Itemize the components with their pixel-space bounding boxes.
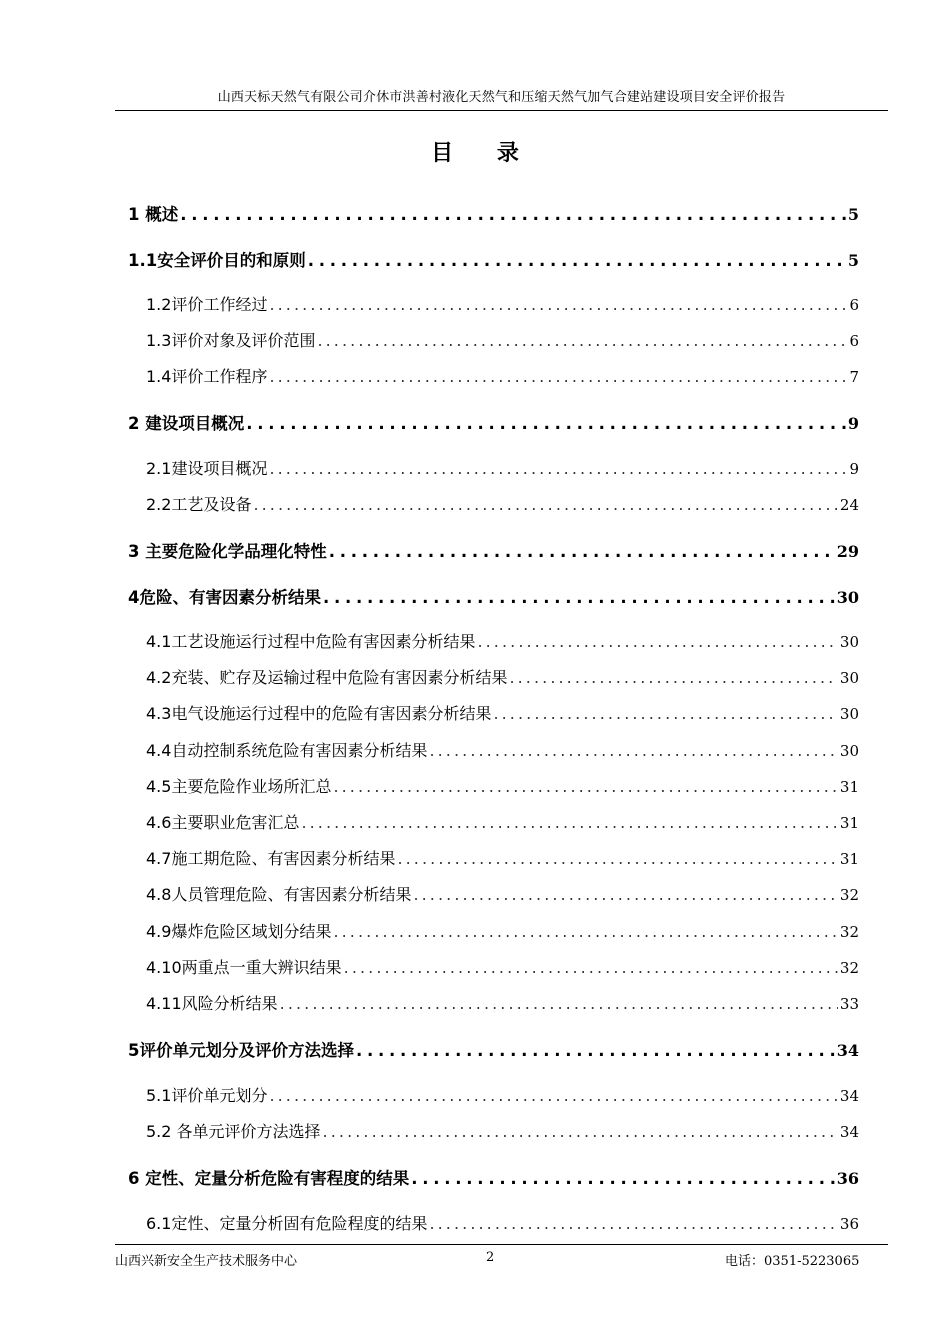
toc-entry-page: 6	[849, 296, 859, 314]
toc-entry-label: 6 定性、定量分析危险有害程度的结果	[128, 1169, 410, 1188]
toc-entry-page: 34	[839, 1087, 859, 1105]
toc-entry[interactable]	[146, 810, 859, 833]
toc-entry-label: 1.3评价对象及评价范围	[146, 331, 316, 350]
toc-entry-page: 30	[839, 633, 859, 651]
toc-entry[interactable]	[146, 328, 859, 351]
toc-entry-page: 31	[839, 814, 859, 832]
toc-entry[interactable]	[128, 247, 859, 271]
toc-entry-page: 5	[847, 251, 859, 270]
dot-leader	[493, 704, 837, 723]
toc-entry[interactable]	[128, 410, 859, 434]
toc-entry-page: 36	[839, 1215, 859, 1233]
toc-entry-page: 32	[839, 923, 859, 941]
toc-entry-label: 4.1工艺设施运行过程中危险有害因素分析结果	[146, 632, 476, 651]
page-number: 2	[486, 1250, 495, 1265]
dot-leader	[323, 1122, 838, 1141]
dot-leader	[269, 367, 847, 386]
toc-entry-page: 24	[839, 496, 859, 514]
toc-entry-label: 2.2工艺及设备	[146, 495, 252, 514]
toc-entry[interactable]	[146, 955, 859, 978]
toc-entry[interactable]	[146, 1083, 859, 1106]
toc-entry[interactable]	[146, 919, 859, 942]
dot-leader	[333, 777, 837, 796]
toc-entry-label: 4.10两重点一重大辨识结果	[146, 958, 342, 977]
toc-entry[interactable]	[146, 846, 859, 869]
toc-entry-label: 3 主要危险化学品理化特性	[128, 542, 327, 561]
toc-entry[interactable]	[146, 665, 859, 688]
footer-phone: 电话：0351-5223065	[725, 1254, 860, 1269]
dot-leader	[253, 495, 837, 514]
toc-entry-page: 29	[836, 542, 859, 561]
toc-entry-page: 9	[849, 460, 859, 478]
toc-entry-label: 2 建设项目概况	[128, 414, 245, 433]
toc-entry[interactable]	[146, 1211, 859, 1234]
header-divider	[115, 110, 888, 111]
toc-entry[interactable]	[146, 774, 859, 797]
toc-entry-page: 30	[836, 588, 859, 607]
footer-organization: 山西兴新安全生产技术服务中心	[115, 1254, 298, 1269]
toc-entry[interactable]	[146, 882, 859, 905]
toc-entry[interactable]	[146, 738, 859, 761]
toc-entry-page: 32	[839, 959, 859, 977]
dot-leader	[411, 1169, 835, 1188]
toc-entry-label: 5评价单元划分及评价方法选择	[128, 1041, 354, 1060]
dot-leader	[280, 994, 838, 1013]
toc-entry-label: 4.11风险分析结果	[146, 994, 278, 1013]
toc-entry-page: 30	[839, 705, 859, 723]
toc-entry[interactable]	[146, 292, 859, 315]
dot-leader	[333, 922, 837, 941]
dot-leader	[397, 849, 837, 868]
toc-entry[interactable]	[128, 1037, 859, 1061]
toc-entry[interactable]	[128, 201, 859, 225]
toc-entry-page: 36	[836, 1169, 859, 1188]
toc-entry[interactable]	[128, 1165, 859, 1189]
toc-entry[interactable]	[146, 1119, 859, 1142]
toc-entry-label: 5.2 各单元评价方法选择	[146, 1122, 321, 1141]
dot-leader	[246, 414, 846, 433]
toc-entry-page: 6	[849, 332, 859, 350]
page-title: 目 录	[431, 141, 537, 166]
toc-entry[interactable]	[146, 991, 859, 1014]
toc-entry-page: 30	[839, 669, 859, 687]
toc-entry-page: 5	[847, 205, 859, 224]
toc-entry-label: 1.4评价工作程序	[146, 367, 268, 386]
dot-leader	[301, 813, 837, 832]
dot-leader	[317, 331, 847, 350]
toc-entry-label: 1.2评价工作经过	[146, 295, 268, 314]
toc-entry-label: 1.1安全评价目的和原则	[128, 251, 306, 270]
toc-entry[interactable]	[128, 584, 859, 608]
toc-entry[interactable]	[146, 456, 859, 479]
dot-leader	[323, 588, 835, 607]
toc-entry[interactable]	[128, 538, 859, 562]
dot-leader	[269, 459, 847, 478]
toc-entry[interactable]	[146, 629, 859, 652]
dot-leader	[509, 668, 837, 687]
toc-entry-page: 33	[839, 995, 859, 1013]
dot-leader	[429, 741, 837, 760]
dot-leader	[344, 958, 838, 977]
dot-leader	[429, 1214, 837, 1233]
toc-entry-page: 31	[839, 778, 859, 796]
toc-entry-label: 5.1评价单元划分	[146, 1086, 268, 1105]
toc-entry-label: 2.1建设项目概况	[146, 459, 268, 478]
dot-leader	[269, 1086, 837, 1105]
toc-entry-page: 34	[836, 1041, 859, 1060]
toc-entry-page: 9	[847, 414, 859, 433]
toc-entry-label: 4.3电气设施运行过程中的危险有害因素分析结果	[146, 704, 492, 723]
toc-entry-label: 4.5主要危险作业场所汇总	[146, 777, 332, 796]
toc-entry-label: 4.2充装、贮存及运输过程中危险有害因素分析结果	[146, 668, 508, 687]
toc-entry-label: 6.1定性、定量分析固有危险程度的结果	[146, 1214, 428, 1233]
toc-entry-page: 30	[839, 742, 859, 760]
toc-entry-label: 4.6主要职业危害汇总	[146, 813, 300, 832]
toc-entry-page: 32	[839, 886, 859, 904]
dot-leader	[180, 205, 846, 224]
dot-leader	[413, 885, 837, 904]
toc-entry-page: 34	[839, 1123, 859, 1141]
toc-entry-label: 4.8人员管理危险、有害因素分析结果	[146, 885, 412, 904]
toc-entry-label: 4危险、有害因素分析结果	[128, 588, 321, 607]
toc-entry-label: 4.9爆炸危险区域划分结果	[146, 922, 332, 941]
toc-entry-label: 4.4自动控制系统危险有害因素分析结果	[146, 741, 428, 760]
footer-divider	[115, 1244, 888, 1245]
toc-entry[interactable]	[146, 492, 859, 515]
toc-entry-page: 31	[839, 850, 859, 868]
running-header: 山西天标天然气有限公司介休市洪善村液化天然气和压缩天然气加气合建站建设项目安全评价报告	[217, 90, 786, 105]
toc-entry-label: 1 概述	[128, 205, 179, 224]
toc-entry[interactable]	[146, 364, 859, 387]
toc-entry-label: 4.7施工期危险、有害因素分析结果	[146, 849, 396, 868]
dot-leader	[269, 295, 847, 314]
dot-leader	[356, 1041, 835, 1060]
dot-leader	[329, 542, 835, 561]
dot-leader	[477, 632, 837, 651]
toc-entry-page: 7	[849, 368, 859, 386]
dot-leader	[308, 251, 846, 270]
toc-entry[interactable]	[146, 701, 859, 724]
